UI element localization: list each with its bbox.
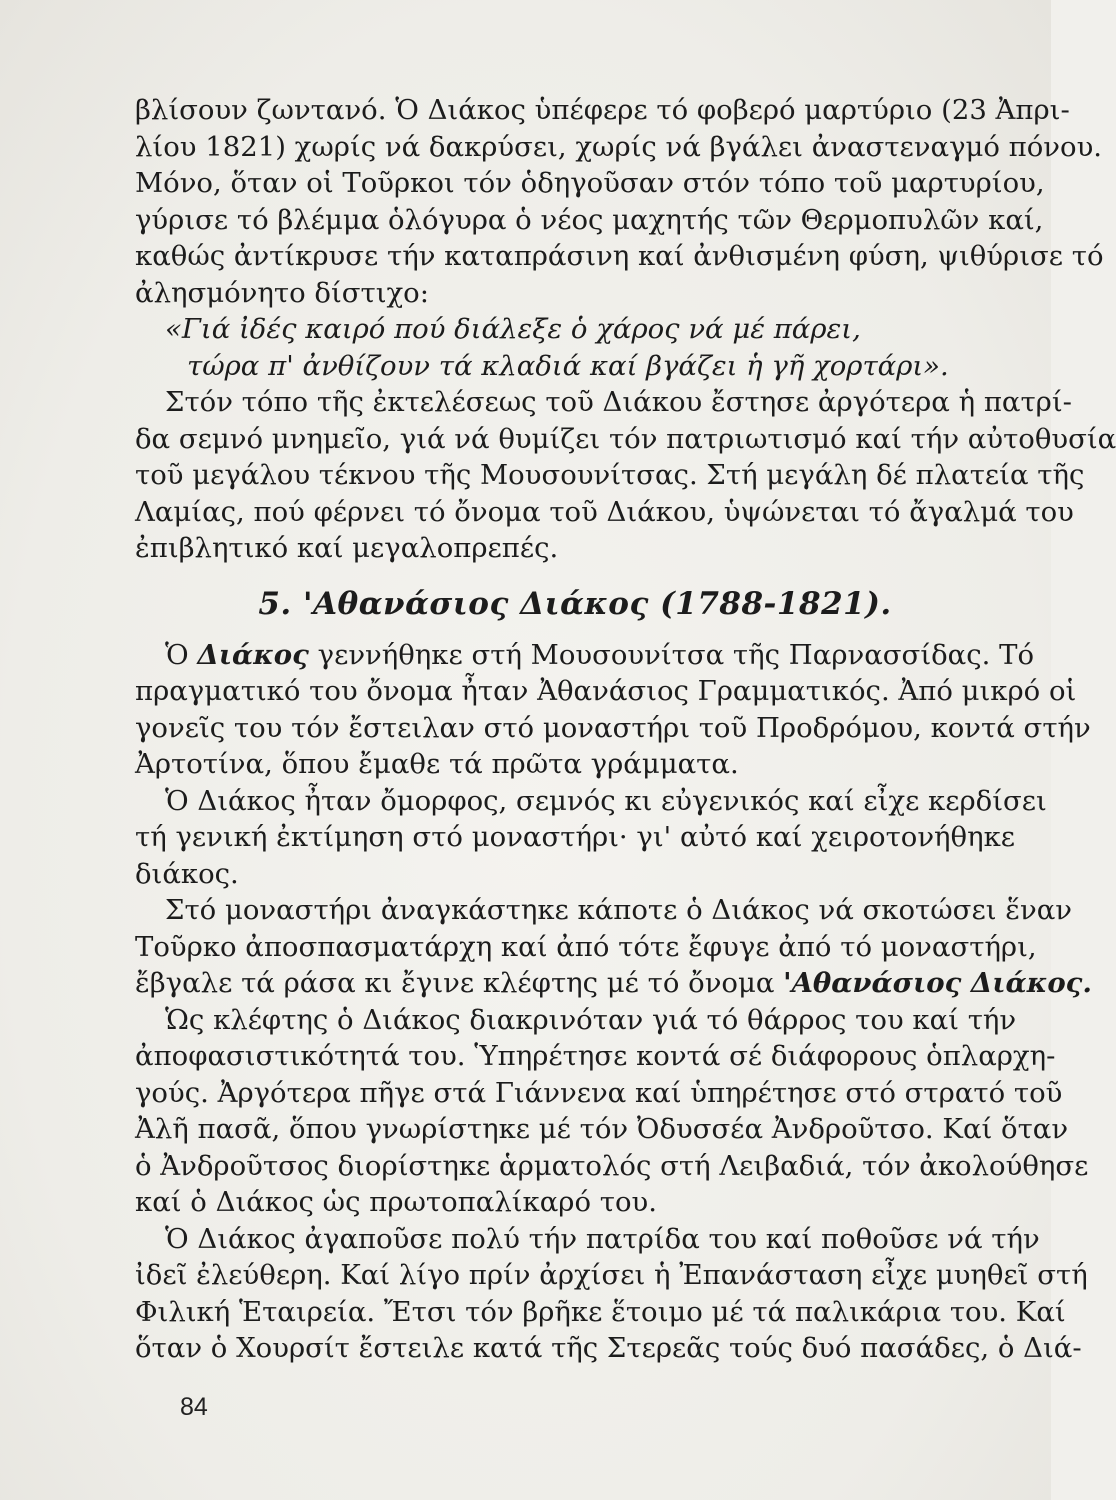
text-line: Φιλική Ἑταιρεία. Ἔτσι τόν βρῆκε ἕτοιμο μέ τά παλικάρια του. Καί: [135, 1295, 1066, 1328]
text-line: Μόνο, ὅταν οἱ Τοῦρκοι τόν ὁδηγοῦσαν στόν τόπο τοῦ μαρτυρίου,: [135, 167, 1045, 199]
text-line: [135, 965, 1092, 1002]
name-emphasis: Διάκος: [197, 638, 309, 671]
page-number: 84: [180, 1393, 208, 1421]
name-emphasis: 'Αθανάσιος Διάκος.: [783, 967, 1092, 999]
text-line: Ἀλῆ πασᾶ, ὅπου γνωρίστηκε μέ τόν Ὀδυσσέα Ἀνδροῦτσο. Καί ὅταν: [135, 1113, 1069, 1145]
text-line: Ἀρτοτίνα, ὅπου ἔμαθε τά πρῶτα γράμματα.: [135, 748, 739, 780]
text-line: γύρισε τό βλέμμα ὁλόγυρα ὁ νέος μαχητής τῶν Θερμοπυλῶν καί,: [135, 203, 1044, 236]
text-line: ἐπιβλητικό καί μεγαλοπρεπές.: [135, 532, 559, 564]
text-line: ἰδεῖ ἐλεύθερη. Καί λίγο πρίν ἀρχίσει ἡ Ἐπανάσταση εἶχε μυηθεῖ στή: [135, 1259, 1088, 1291]
text-line: ὅταν ὁ Χουρσίτ ἔστειλε κατά τῆς Στερεᾶς τούς δυό πασάδες, ὁ Διά-: [135, 1332, 1082, 1364]
text-fragment: γεννήθηκε στή Μουσουνίτσα τῆς Παρνασσίδας. Τό: [317, 638, 1035, 671]
text-line: Τοῦρκο ἀποσπασματάρχη καί ἀπό τότε ἔφυγε ἀπό τό μοναστήρι,: [135, 930, 1037, 963]
text-line: διάκος.: [135, 857, 239, 890]
text-line: λίου 1821) χωρίς νά δακρύσει, χωρίς νά βγάλει ἀναστεναγμό πόνου.: [135, 130, 1103, 163]
text-line: τή γενική ἐκτίμηση στό μοναστήρι· γι' αὐτό καί χειροτονήθηκε: [135, 821, 1015, 853]
text-line: πραγματικό του ὄνομα ἦταν Ἀθανάσιος Γραμματικός. Ἀπό μικρό οἱ: [135, 675, 1077, 707]
text-fragment: Ὁ: [165, 638, 189, 671]
text-line: δα σεμνό μνημεῖο, γιά νά θυμίζει τόν πατριωτισμό καί τήν αὐτοθυσία: [135, 422, 1116, 455]
text-line: Στόν τόπο τῆς ἐκτελέσεως τοῦ Διάκου ἔστησε ἀργότερα ἡ πατρί-: [165, 386, 1072, 418]
text-line: βλίσουν ζωντανό. Ὁ Διάκος ὑπέφερε τό φοβερό μαρτύριο (23 Ἀπρι-: [135, 94, 1070, 126]
text-line: ὁ Ἀνδροῦτσος διορίστηκε ἁρματολός στή Λειβαδιά, τόν ἀκολούθησε: [135, 1149, 1089, 1182]
verse-line-2: τώρα π' ἀνθίζουν τά κλαδιά καί βγάζει ἡ γῆ χορτάρι».: [187, 349, 949, 382]
text-line: Ὁ Διάκος ἀγαποῦσε πολύ τήν πατρίδα του καί ποθοῦσε νά τήν: [165, 1222, 1040, 1255]
text-line: Ὡς κλέφτης ὁ Διάκος διακρινόταν γιά τό θάρρος του καί τήν: [165, 1003, 1017, 1036]
text-line: [135, 637, 1035, 674]
text-line: γονεῖς του τόν ἔστειλαν στό μοναστήρι τοῦ Προδρόμου, κοντά στήν: [135, 711, 1091, 744]
text-line: καθώς ἀντίκρυσε τήν καταπράσινη καί ἀνθισμένη φύση, ψιθύρισε τό: [135, 240, 1104, 272]
text-line: καί ὁ Διάκος ὡς πρωτοπαλίκαρό του.: [135, 1186, 657, 1218]
text-line: Ὁ Διάκος ἦταν ὄμορφος, σεμνός κι εὐγενικός καί εἶχε κερδίσει: [165, 784, 1047, 817]
body-text: [135, 92, 1116, 1367]
text-line: ἀποφασιστικότητά του. Ὑπηρέτησε κοντά σέ διάφορους ὁπλαρχη-: [135, 1040, 1056, 1072]
text-line: ἀλησμόνητο δίστιχο:: [135, 276, 429, 309]
text-line: Λαμίας, πού φέρνει τό ὄνομα τοῦ Διάκου, ὑψώνεται τό ἄγαλμά του: [135, 495, 1074, 528]
text-line: Στό μοναστήρι ἀναγκάστηκε κάποτε ὁ Διάκος νά σκοτώσει ἕναν: [165, 894, 1072, 926]
verse-line-1: «Γιά ἰδές καιρό πού διάλεξε ὁ χάρος νά μέ πάρει,: [165, 313, 861, 345]
text-fragment: ἔβγαλε τά ράσα κι ἔγινε κλέφτης μέ τό ὄνομα: [135, 967, 775, 999]
section-heading: 5. 'Αθανάσιος Διάκος (1788-1821).: [258, 585, 892, 622]
text-line: τοῦ μεγάλου τέκνου τῆς Μουσουνίτσας. Στή μεγάλη δέ πλατεία τῆς: [135, 459, 1085, 491]
text-line: γούς. Ἀργότερα πῆγε στά Γιάννενα καί ὑπηρέτησε στό στρατό τοῦ: [135, 1076, 1063, 1109]
